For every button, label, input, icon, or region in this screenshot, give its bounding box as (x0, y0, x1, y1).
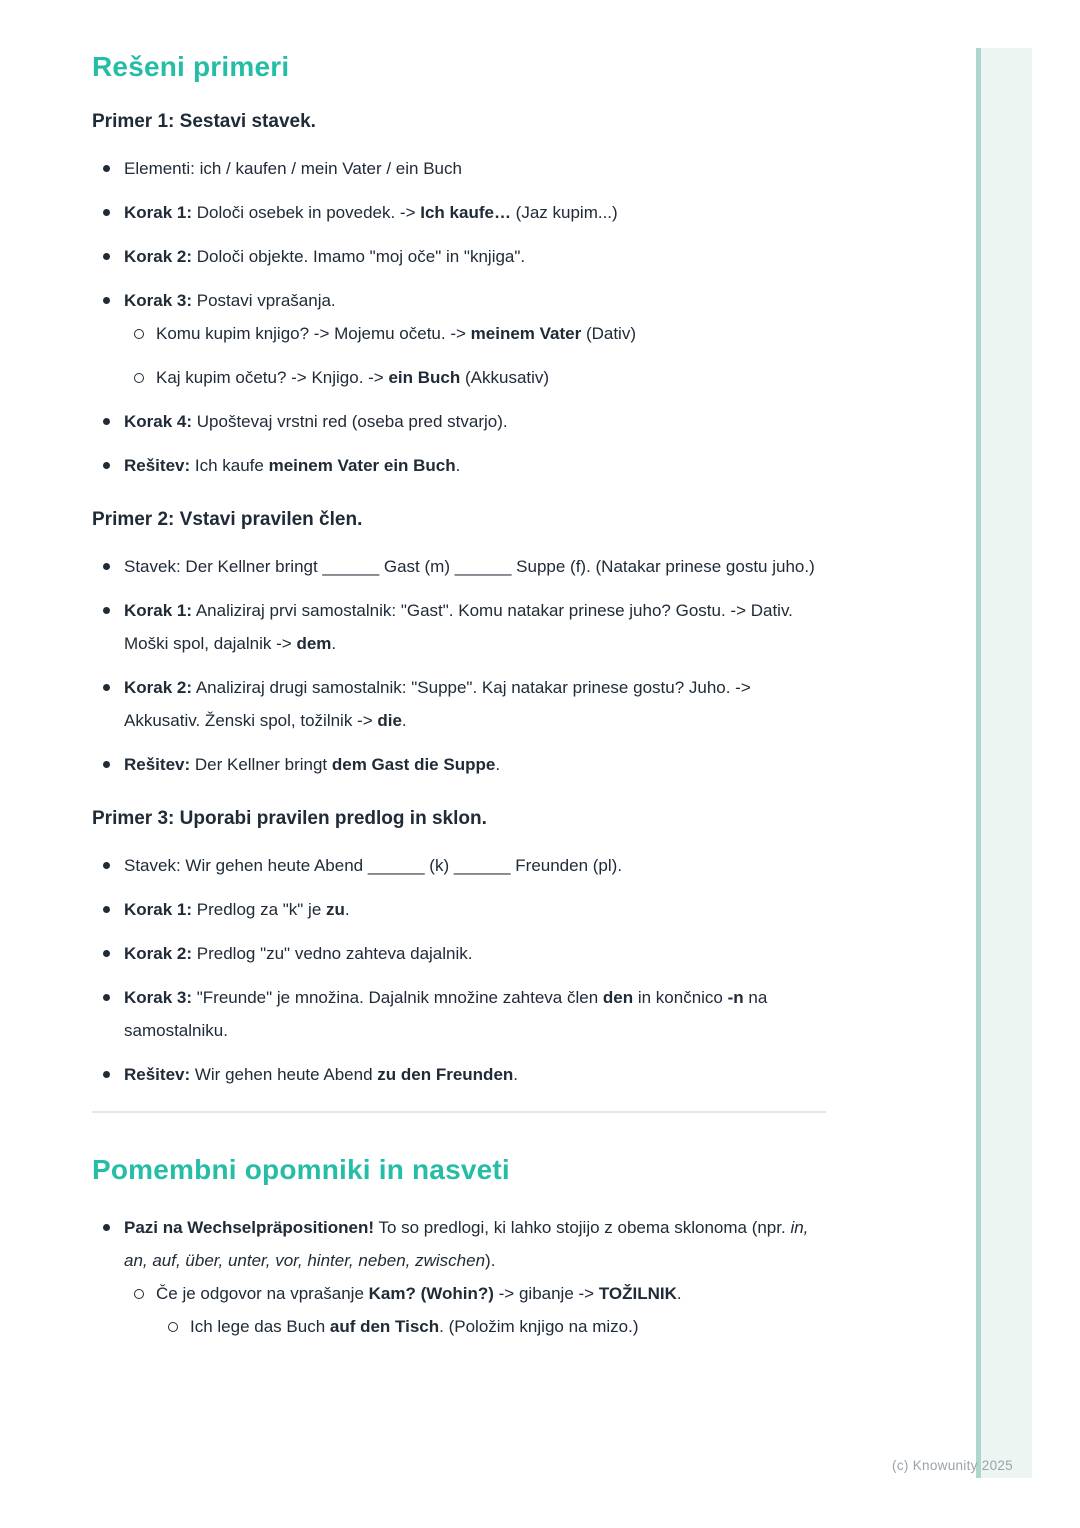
list-item (124, 449, 826, 482)
bold-text-run: -n (727, 988, 744, 1007)
text-run: Če je odgovor na vprašanje (156, 1284, 369, 1303)
bold-text-run: Pazi na Wechselpräpositionen! (124, 1218, 375, 1237)
text-run: Ich kaufe (190, 456, 269, 475)
bold-text-run: meinem Vater (470, 324, 582, 343)
section-divider (92, 1111, 826, 1113)
list-item (124, 152, 826, 185)
bold-text-run: meinem Vater ein Buch (268, 456, 456, 475)
list-item (124, 937, 826, 970)
text-run: Kaj kupim očetu? -> Knjigo. -> (156, 368, 389, 387)
text-run: Elementi: ich / kaufen / mein Vater / ein Buch (124, 159, 462, 178)
list-item (124, 240, 826, 273)
bold-text-run: dem (296, 634, 332, 653)
text-run: na samostalniku. (124, 988, 768, 1040)
primer1-list (92, 152, 826, 482)
list-item (156, 361, 826, 394)
primer3-heading: Primer 3: Uporabi pravilen predlog in sklon. (92, 808, 487, 829)
section-title-solved-examples: Rešeni primeri (92, 51, 290, 82)
bold-text-run: Rešitev: (124, 755, 191, 774)
text-run: "Freunde" je množina. Dajalnik množine zahteva člen (192, 988, 603, 1007)
list-item (124, 981, 826, 1047)
bold-text-run: TOŽILNIK (598, 1284, 677, 1303)
primer3-list (92, 849, 826, 1091)
footer-credit: (c) Knowunity 2025 (892, 1458, 1013, 1473)
text-run: Analiziraj drugi samostalnik: "Suppe". Kaj natakar prinese gostu? Juho. -> Akkusativ. Ženski spol, tožilnik -> (124, 678, 751, 730)
list-item (124, 671, 826, 737)
text-run: Predlog za "k" je (192, 900, 326, 919)
text-run: Wir gehen heute Abend (190, 1065, 378, 1084)
list-item (124, 748, 826, 781)
text-run: . (513, 1065, 519, 1084)
primer2-list (92, 550, 826, 781)
list-item (124, 405, 826, 438)
list-item (124, 594, 826, 660)
bold-text-run: Korak 2: (124, 944, 193, 963)
text-run: . (455, 456, 461, 475)
list-item (124, 196, 826, 229)
content (92, 0, 826, 1354)
bold-text-run: Korak 2: (124, 247, 193, 266)
text-run: (Dativ) (581, 324, 636, 343)
list-item (156, 317, 826, 350)
text-run: (Akkusativ) (460, 368, 550, 387)
text-run: . (331, 634, 337, 653)
bold-text-run: die (377, 711, 402, 730)
bold-text-run: ein Buch (388, 368, 461, 387)
text-run: . (495, 755, 501, 774)
notes-list (92, 1211, 826, 1343)
primer1-heading: Primer 1: Sestavi stavek. (92, 111, 316, 132)
list-item (190, 1310, 826, 1343)
bold-text-run: Korak 1: (124, 601, 193, 620)
bold-text-run: Korak 1: (124, 203, 193, 222)
text-run: (Jaz kupim...) (510, 203, 618, 222)
text-run: in končnico (633, 988, 728, 1007)
primer2-heading: Primer 2: Vstavi pravilen člen. (92, 509, 363, 530)
bold-text-run: auf den Tisch (329, 1317, 440, 1336)
text-run: Analiziraj prvi samostalnik: "Gast". Komu natakar prinese juho? Gostu. -> Dativ. Moški spol, dajalnik -> (124, 601, 793, 653)
page-edge-strip (976, 48, 1032, 1478)
bold-text-run: Kam? (Wohin?) (368, 1284, 494, 1303)
bold-text-run: Ich kaufe… (420, 203, 511, 222)
list-item (124, 1058, 826, 1091)
text-run: ). (485, 1251, 496, 1270)
list-item (124, 550, 826, 583)
text-run: . (344, 900, 350, 919)
bold-text-run: zu den Freunden (377, 1065, 514, 1084)
section-title-important-notes: Pomembni opomniki in nasveti (92, 1154, 510, 1185)
bold-text-run: Korak 4: (124, 412, 193, 431)
bold-text-run: zu (326, 900, 345, 919)
bold-text-run: den (602, 988, 634, 1007)
list-item (124, 1211, 826, 1343)
list-item (124, 849, 826, 882)
bold-text-run: Korak 1: (124, 900, 193, 919)
text-run: Stavek: Der Kellner bringt ______ Gast (m) ______ Suppe (f). (Natakar prinese gostu juho.) (124, 557, 815, 576)
notes-subsublist (156, 1310, 826, 1343)
text-run: -> gibanje -> (493, 1284, 599, 1303)
list-item (156, 1277, 826, 1343)
text-run: Ich lege das Buch (190, 1317, 330, 1336)
bold-text-run: dem Gast die Suppe (331, 755, 496, 774)
bold-text-run: Korak 2: (124, 678, 193, 697)
text-run: To so predlogi, ki lahko stojijo z obema sklonoma (npr. (374, 1218, 791, 1237)
text-run: Upoštevaj vrstni red (oseba pred stvarjo). (192, 412, 508, 431)
notes-sublist (124, 1277, 826, 1343)
text-run: Stavek: Wir gehen heute Abend ______ (k) ______ Freunden (pl). (124, 856, 623, 875)
bold-text-run: Rešitev: (124, 1065, 191, 1084)
list-item (124, 893, 826, 926)
text-run: Der Kellner bringt (190, 755, 332, 774)
italic-text-run: in, an, auf, über, unter, vor, hinter, neben, zwischen (124, 1218, 809, 1270)
text-run: Komu kupim knjigo? -> Mojemu očetu. -> (156, 324, 471, 343)
text-run: . (676, 1284, 682, 1303)
bold-text-run: Korak 3: (124, 291, 193, 310)
list-item (124, 284, 826, 394)
text-run: . (401, 711, 407, 730)
primer1-sublist (124, 317, 826, 394)
text-run: Predlog "zu" vedno zahteva dajalnik. (192, 944, 473, 963)
text-run: Postavi vprašanja. (192, 291, 336, 310)
bold-text-run: Rešitev: (124, 456, 191, 475)
text-run: . (Položim knjigo na mizo.) (439, 1317, 639, 1336)
bold-text-run: Korak 3: (124, 988, 193, 1007)
text-run: Določi objekte. Imamo "moj oče" in "knjiga". (192, 247, 526, 266)
text-run: Določi osebek in povedek. -> (192, 203, 421, 222)
